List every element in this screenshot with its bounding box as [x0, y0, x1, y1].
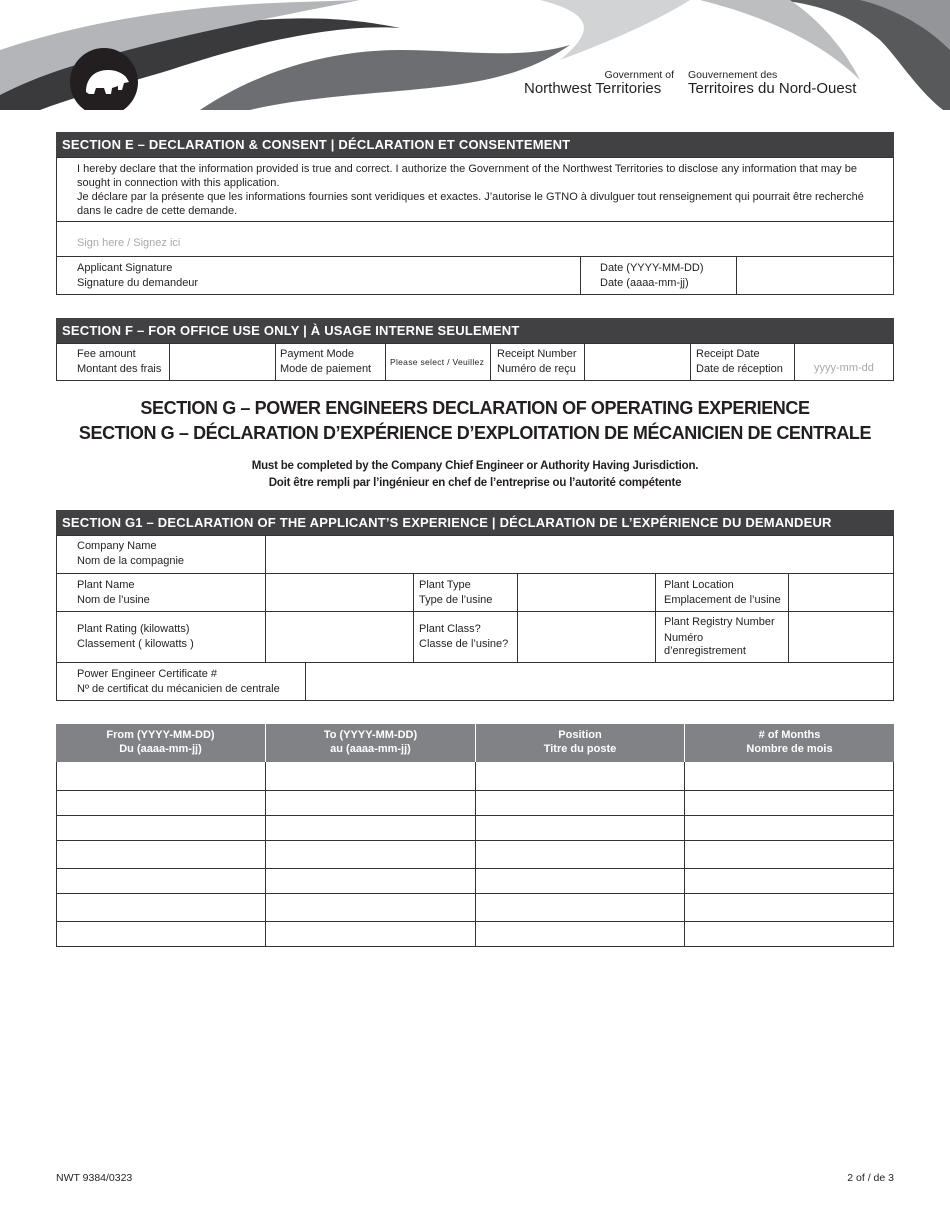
plant-rating-label-en: Plant Rating (kilowatts): [77, 623, 190, 635]
divider: [413, 573, 414, 663]
col-to-header: [266, 724, 475, 762]
section-g-title-fr: SECTION G – DÉCLARATION D’EXPÉRIENCE D’EXPLOITATION DE MÉCANICIEN DE CENTRALE: [78, 423, 872, 443]
experience-cell[interactable]: [685, 894, 894, 921]
divider: [655, 573, 656, 663]
experience-cell[interactable]: [685, 816, 894, 840]
plant-type-label: [419, 578, 492, 607]
experience-cell[interactable]: [685, 763, 894, 790]
table-col-divider: [475, 762, 476, 947]
plant-location-input[interactable]: [789, 574, 893, 610]
experience-cell[interactable]: [476, 869, 684, 893]
company-name-label-en: Company Name: [77, 540, 157, 552]
plant-registry-label-fr-1: Numéro: [664, 631, 704, 644]
plant-name-label-en: Plant Name: [77, 579, 135, 591]
experience-cell[interactable]: [266, 816, 475, 840]
experience-cell[interactable]: [57, 922, 265, 947]
page-number: 2 of / de 3: [847, 1172, 894, 1184]
experience-cell[interactable]: [57, 763, 265, 790]
gov-en-small: Government of: [604, 69, 674, 81]
col-months-fr: Nombre de mois: [746, 743, 833, 755]
plant-class-input[interactable]: [518, 612, 654, 662]
fee-amount-label: [77, 347, 161, 376]
experience-cell[interactable]: [266, 869, 475, 893]
table-col-divider: [684, 762, 685, 947]
gov-fr-big: Territoires du Nord-Ouest: [688, 80, 857, 98]
col-position-fr: Titre du poste: [543, 743, 617, 755]
experience-cell[interactable]: [57, 816, 265, 840]
col-position-en: Position: [558, 729, 602, 741]
experience-cell[interactable]: [476, 894, 684, 921]
plant-class-label-fr: Classe de l’usine?: [419, 637, 509, 650]
experience-cell[interactable]: [266, 841, 475, 868]
payment-mode-select[interactable]: Please select / Veuillez: [390, 357, 485, 367]
plant-name-label: [77, 578, 150, 607]
section-g-note-en: Must be completed by the Company Chief Engineer or Authority Having Jurisdiction.: [251, 460, 699, 472]
divider: [385, 343, 386, 381]
divider: [690, 343, 691, 381]
experience-cell[interactable]: [685, 791, 894, 815]
experience-cell[interactable]: [476, 791, 684, 815]
table-col-divider: [265, 762, 266, 947]
experience-cell[interactable]: [57, 894, 265, 921]
col-from-fr: Du (aaaa-mm-jj): [119, 743, 202, 755]
signature-date-input[interactable]: [737, 257, 893, 294]
experience-cell[interactable]: [685, 922, 894, 947]
experience-cell[interactable]: [266, 791, 475, 815]
plant-registry-label-en: Plant Registry Number: [664, 616, 775, 628]
plant-class-label: [419, 622, 508, 651]
col-to-en: To (YYYY-MM-DD): [323, 729, 418, 741]
declaration-text-fr: Je déclare par la présente que les informations fournies sont veridiques et exactes. J’autorise le GTNO à divulguer tout renseignement qui pourrait être recherché dans le cadre de cette demande.: [77, 191, 864, 217]
plant-rating-label-fr: Classement ( kilowatts ): [77, 637, 194, 650]
experience-cell[interactable]: [476, 816, 684, 840]
form-code: NWT 9384/0323: [56, 1172, 133, 1184]
plant-type-label-fr: Type de l’usine: [419, 593, 493, 606]
receipt-date-label: [696, 347, 783, 376]
plant-class-label-en: Plant Class?: [419, 623, 481, 635]
col-from-header: [56, 724, 265, 762]
fee-amount-label-fr: Montant des frais: [77, 362, 162, 375]
plant-registry-label: [664, 616, 775, 659]
certificate-label-fr: Nº de certificat du mécanicien de centrale: [77, 682, 280, 695]
gov-en-big: Northwest Territories: [524, 80, 662, 98]
section-e-header: SECTION E – DECLARATION & CONSENT | DÉCLARATION ET CONSENTEMENT: [56, 132, 894, 157]
experience-cell[interactable]: [266, 763, 475, 790]
experience-cell[interactable]: [57, 869, 265, 893]
payment-mode-label-en: Payment Mode: [280, 348, 354, 360]
experience-cell[interactable]: [476, 922, 684, 947]
experience-cell[interactable]: [476, 841, 684, 868]
divider: [56, 221, 894, 222]
company-name-input[interactable]: [266, 536, 893, 572]
experience-cell[interactable]: [57, 791, 265, 815]
col-months-en: # of Months: [758, 729, 821, 741]
sign-here-field[interactable]: Sign here / Signez ici: [77, 237, 181, 249]
certificate-input[interactable]: [306, 663, 893, 700]
receipt-number-input[interactable]: [585, 344, 689, 380]
fee-amount-input[interactable]: [170, 344, 274, 380]
signature-label-fr: Signature du demandeur: [77, 276, 199, 289]
experience-cell[interactable]: [476, 763, 684, 790]
divider: [794, 343, 795, 381]
payment-mode-label: [280, 347, 371, 376]
divider: [580, 256, 581, 295]
experience-cell[interactable]: [266, 894, 475, 921]
declaration-text-en: I hereby declare that the information provided is true and correct. I authorize the Government of the Northwest Territories to disclose any information that may be sought in connection with this application.: [77, 163, 857, 189]
section-g1-header: SECTION G1 – DECLARATION OF THE APPLICANT’S EXPERIENCE | DÉCLARATION DE L’EXPÉRIENCE DU DEMANDEUR: [56, 510, 894, 535]
experience-cell[interactable]: [57, 841, 265, 868]
plant-rating-input[interactable]: [266, 612, 413, 662]
plant-name-input[interactable]: [266, 574, 413, 610]
section-g-note-fr: Doit être rempli par l’ingénieur en chef de l’entreprise ou l’autorité compétente: [268, 477, 682, 489]
receipt-number-label: [497, 347, 576, 376]
col-months-header: [685, 724, 894, 762]
receipt-number-label-en: Receipt Number: [497, 348, 577, 360]
signature-label-en: Applicant Signature: [77, 262, 173, 274]
divider: [490, 343, 491, 381]
section-f-header: SECTION F – FOR OFFICE USE ONLY | À USAGE INTERNE SEULEMENT: [56, 318, 894, 343]
date-label: [600, 261, 704, 290]
experience-cell[interactable]: [685, 841, 894, 868]
receipt-date-label-en: Receipt Date: [696, 348, 760, 360]
col-position-header: [476, 724, 684, 762]
company-name-label-fr: Nom de la compagnie: [77, 554, 185, 567]
divider: [56, 611, 894, 612]
plant-location-label-fr: Emplacement de l’usine: [664, 593, 781, 606]
plant-location-label: [664, 578, 781, 607]
receipt-number-label-fr: Numéro de reçu: [497, 362, 576, 375]
plant-type-label-en: Plant Type: [419, 579, 471, 591]
experience-cell[interactable]: [266, 922, 475, 947]
plant-location-label-en: Plant Location: [664, 579, 734, 591]
section-g-title-en: SECTION G – POWER ENGINEERS DECLARATION OF OPERATING EXPERIENCE: [140, 398, 810, 418]
divider: [56, 573, 894, 574]
plant-registry-input[interactable]: [789, 612, 893, 662]
payment-mode-label-fr: Mode de paiement: [280, 362, 372, 375]
plant-type-input[interactable]: [518, 574, 654, 610]
certificate-label-en: Power Engineer Certificate #: [77, 668, 218, 680]
receipt-date-input[interactable]: yyyy-mm-dd: [814, 362, 874, 374]
gov-name-en: [524, 70, 674, 97]
plant-registry-label-fr-2: d’enregistrement: [664, 645, 746, 657]
plant-rating-label: [77, 622, 194, 651]
fee-amount-label-en: Fee amount: [77, 348, 136, 360]
receipt-date-label-fr: Date de réception: [696, 362, 783, 375]
divider: [275, 343, 276, 381]
date-label-en: Date (YYYY-MM-DD): [600, 262, 704, 274]
col-from-en: From (YYYY-MM-DD): [106, 729, 215, 741]
date-label-fr: Date (aaaa-mm-jj): [600, 276, 689, 289]
col-to-fr: au (aaaa-mm-jj): [330, 743, 411, 755]
plant-name-label-fr: Nom de l’usine: [77, 593, 150, 606]
gov-name-fr: [688, 70, 856, 97]
experience-cell[interactable]: [685, 869, 894, 893]
company-name-label: [77, 539, 184, 568]
gov-fr-small: Gouvernement des: [688, 69, 778, 81]
certificate-label: [77, 667, 280, 696]
signature-label: [77, 261, 198, 290]
